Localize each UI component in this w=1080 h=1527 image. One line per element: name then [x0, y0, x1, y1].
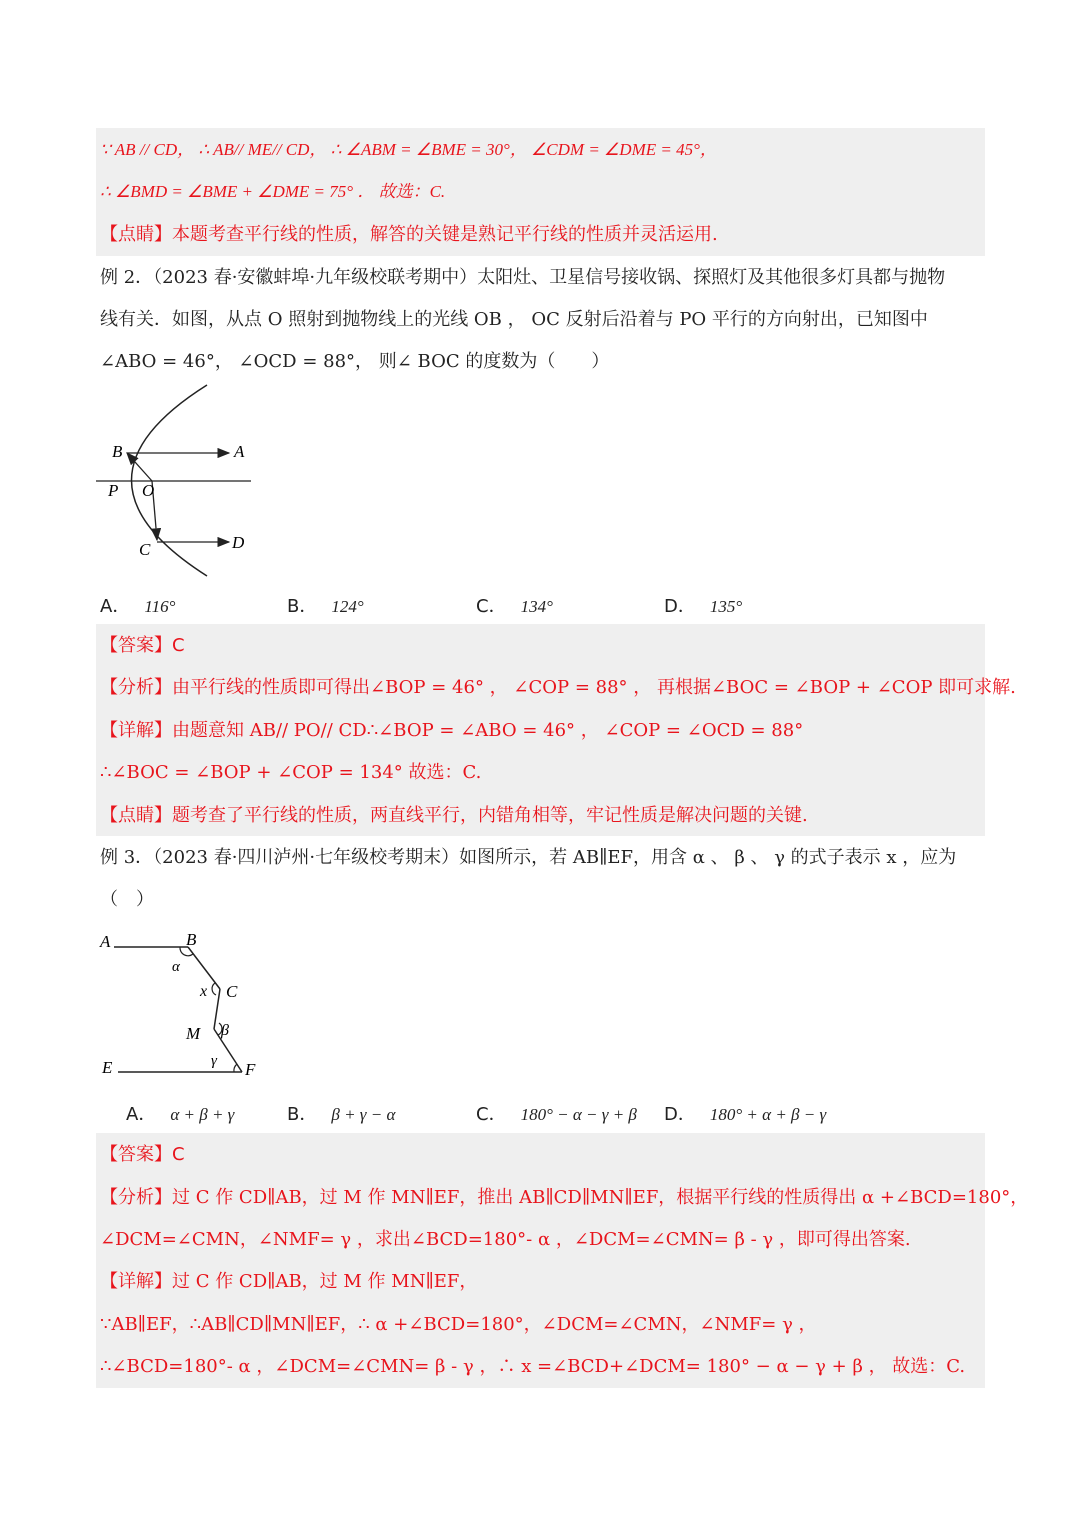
ex3-detail-line1: 【详解】过 C 作 CD∥AB，过 M 作 MN∥EF， — [100, 1271, 478, 1292]
ex3-zigzag-figure — [96, 925, 276, 1085]
ex3-option-b[interactable]: B． β + γ − α — [287, 1104, 396, 1125]
ex3-option-d[interactable]: D． 180° + α + β − γ — [664, 1104, 827, 1125]
label-alpha: α — [172, 959, 180, 975]
ex2-option-a[interactable]: A． 116° — [100, 596, 176, 617]
label-d: D — [232, 533, 245, 552]
label-e: E — [102, 1058, 113, 1077]
ex2-dianjing: 【点睛】题考查了平行线的性质，两直线平行，内错角相等，牢记性质是解决问题的关键. — [100, 805, 808, 826]
label-o: O — [142, 481, 155, 500]
ex2-question-line2: 线有关．如图，从点 O 照射到抛物线上的光线 OB ， OC 反射后沿着与 PO 平行的方向射出，已知图中 — [100, 309, 928, 330]
block1-dianjing: 【点睛】本题考查平行线的性质，解答的关键是熟记平行线的性质并灵活运用. — [100, 224, 718, 245]
label-a: A — [100, 932, 111, 951]
block1-line2: ∴ ∠BMD = ∠BME + ∠DME = 75° ． 故选：C. — [100, 182, 446, 201]
ray-ob — [127, 453, 152, 481]
ex3-question-line1: 例 3．（2023 春·四川泸州·七年级校考期末）如图所示，若 AB∥EF，用含 α 、 β 、 γ 的式子表示 x ，应为 — [100, 847, 957, 868]
ex2-question-line1: 例 2．（2023 春·安徽蚌埠·九年级校联考期中）太阳灶、卫星信号接收锅、探照灯及其他很多灯具都与抛物 — [100, 267, 946, 288]
dianjing-tag: 【点睛】 — [100, 224, 172, 245]
ex3-detail-line3: ∴∠BCD=180°- α ，∠DCM=∠CMN= β - γ ，∴ x =∠BCD+∠DCM= 180° − α − γ + β ， 故选：C. — [100, 1356, 966, 1377]
ex2-option-b[interactable]: B． 124° — [287, 596, 364, 617]
label-b: B — [112, 442, 123, 461]
block1-line1: ∵ AB // CD， ∴ AB// ME// CD， ∴ ∠ABM = ∠BME = 30°， ∠CDM = ∠DME = 45°， — [100, 140, 717, 159]
ex3-option-a[interactable]: A． α + β + γ — [126, 1104, 235, 1125]
label-p: P — [108, 481, 119, 500]
label-beta: β — [221, 1022, 229, 1039]
ex3-answer: 【答案】C — [100, 1144, 185, 1165]
solution-block-3 — [96, 1133, 985, 1388]
ex3-option-c[interactable]: C． 180° − α − γ + β — [476, 1104, 637, 1125]
ex2-parabola-figure — [96, 380, 266, 585]
label-a: A — [234, 442, 245, 461]
ex3-analysis-line2: ∠DCM=∠CMN，∠NMF= γ ，求出∠BCD=180°- α ，∠DCM=∠CMN= β - γ ，即可得出答案. — [100, 1229, 911, 1250]
label-gamma: γ — [211, 1053, 217, 1069]
ex2-option-d[interactable]: D． 135° — [664, 596, 743, 617]
ex3-detail-line2: ∵AB∥EF，∴AB∥CD∥MN∥EF，∴ α +∠BCD=180°，∠DCM=∠CMN，∠NMF= γ ， — [100, 1314, 817, 1335]
label-c: C — [139, 540, 151, 559]
ex3-analysis-line1: 【分析】过 C 作 CD∥AB，过 M 作 MN∥EF，推出 AB∥CD∥MN∥EF，根据平行线的性质得出 α +∠BCD=180°， — [100, 1187, 1029, 1208]
ex2-detail-line2: ∴∠BOC = ∠BOP + ∠COP = 134° 故选：C. — [100, 762, 482, 783]
ex2-analysis: 【分析】由平行线的性质即可得出∠BOP = 46° ， ∠COP = 88° ， 再根据∠BOC = ∠BOP + ∠COP 即可求解. — [100, 677, 1016, 698]
label-m: M — [186, 1024, 201, 1043]
label-f: F — [245, 1060, 256, 1079]
label-c: C — [226, 982, 238, 1001]
ex2-question-line3: ∠ABO = 46°， ∠OCD = 88°， 则∠ BOC 的度数为（ ） — [100, 351, 610, 372]
ex2-answer: 【答案】C — [100, 635, 185, 656]
ex2-detail-line1: 【详解】由题意知 AB// PO// CD∴∠BOP = ∠ABO = 46° ， ∠COP = ∠OCD = 88° — [100, 720, 804, 741]
label-x: x — [200, 983, 208, 1000]
label-b: B — [186, 930, 197, 949]
ex2-option-c[interactable]: C． 134° — [476, 596, 553, 617]
ex3-question-line2: （ ） — [100, 889, 154, 910]
